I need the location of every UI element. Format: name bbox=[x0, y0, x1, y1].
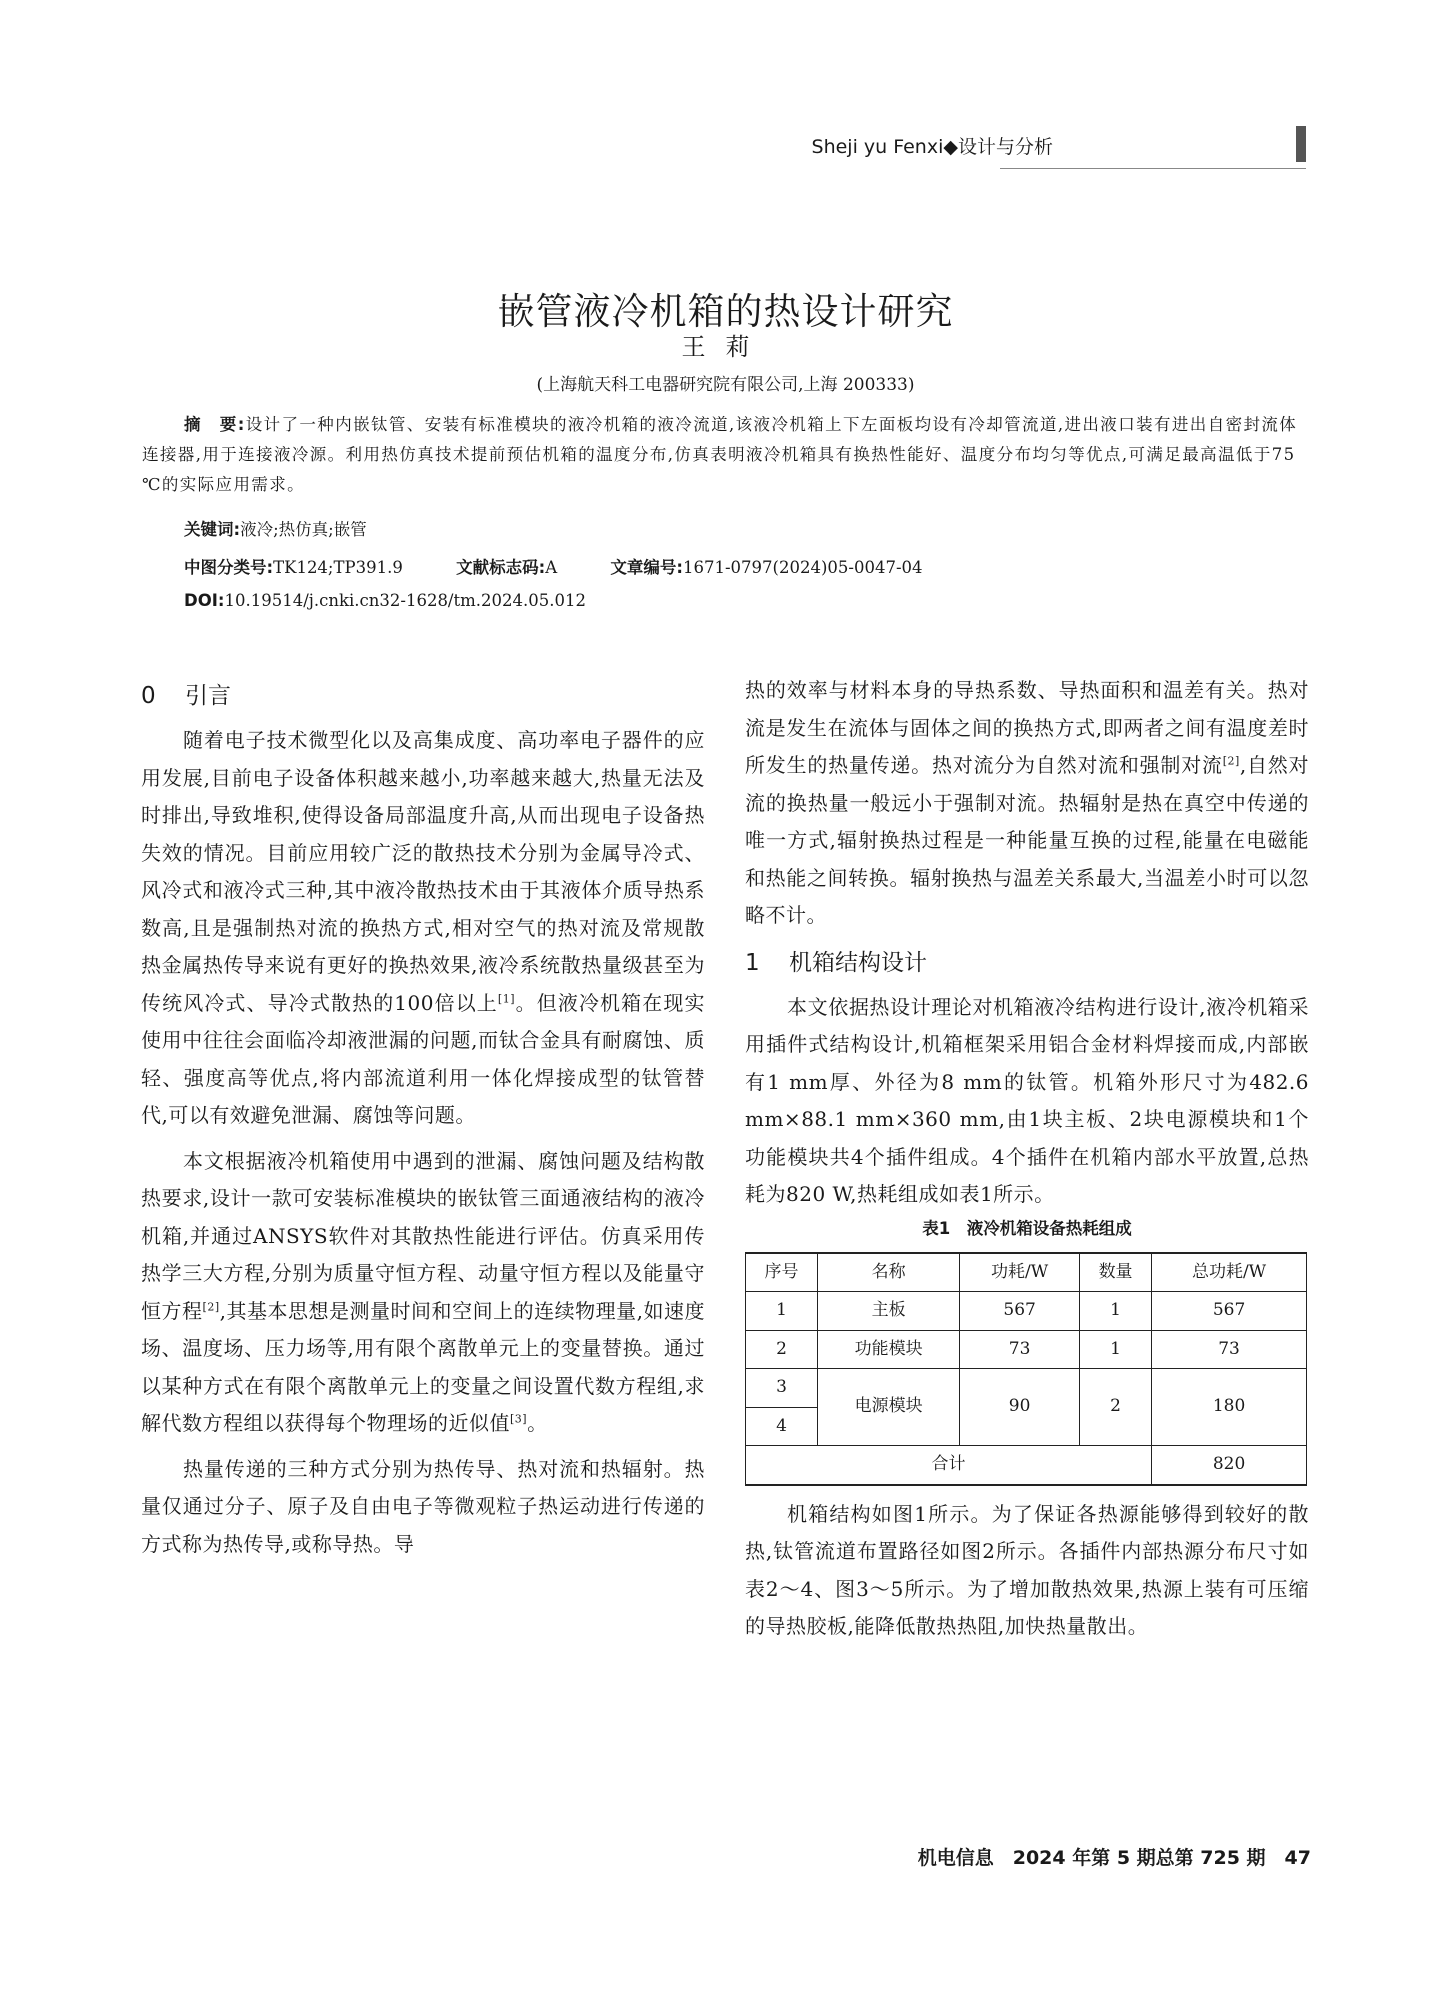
header-rule bbox=[1000, 168, 1306, 169]
article-label: 文章编号: bbox=[610, 558, 683, 577]
page-footer: 机电信息 2024 年第 5 期总第 725 期 47 bbox=[917, 1847, 1311, 1869]
table-cell: 2 bbox=[746, 1330, 818, 1369]
text-run: 随着电子技术微型化以及高集成度、高功率电子器件的应用发展,目前电子设备体积越来越小,功率越来越大,热量无法及时排出,导致堆积,使得设备局部温度升高,从而出现电子设备热失效的情况。目前应用较广泛的散热技术分别为金属导冷式、风冷式和液冷式三种,其中液冷散热技术由于其液体介质导热系数高,且是强制热对流的换热方式,相对空气的热对流及常规散热金属热传导来说有更好的换热效果,液冷系统散热量级甚至为传统风冷式、导冷式散热的100倍以上 bbox=[141, 728, 705, 1015]
affiliation: (上海航天科工电器研究院有限公司,上海 200333) bbox=[536, 375, 915, 395]
text-run: 本文根据液冷机箱使用中遇到的泄漏、腐蚀问题及结构散热要求,设计一款可安装标准模块的嵌钛管三面通液结构的液冷机箱,并通过ANSYS软件对其散热性能进行评估。仿真采用传热学三大方程,分别为质量守恒方程、动量守恒方程以及能量守恒方程 bbox=[141, 1148, 705, 1323]
table-cell: 567 bbox=[1152, 1292, 1307, 1331]
table-sum-value: 820 bbox=[1152, 1446, 1307, 1485]
text-run: ,其基本思想是测量时间和空间上的连续物理量,如速度场、温度场、压力场等,用有限个离散单元上的变量替换。通过以某种方式在有限个离散单元上的变量之间设置代数方程组,求解代数方程组以获得每个物理场的近似值 bbox=[141, 1298, 706, 1435]
running-header: Sheji yu Fenxi◆设计与分析 bbox=[811, 136, 1053, 158]
paragraph bbox=[141, 722, 705, 1135]
table-cell: 1 bbox=[1080, 1292, 1152, 1331]
table-header: 功耗/W bbox=[960, 1253, 1080, 1292]
table-header: 总功耗/W bbox=[1152, 1253, 1307, 1292]
clc-label: 中图分类号: bbox=[184, 558, 274, 577]
abstract bbox=[142, 410, 1310, 500]
table-cell: 3 bbox=[746, 1369, 818, 1408]
doc-label: 文献标志码: bbox=[456, 558, 546, 577]
right-column bbox=[745, 672, 1309, 1646]
table-sum-row bbox=[746, 1446, 1307, 1485]
keywords-text: 液冷;热仿真;嵌管 bbox=[240, 520, 367, 539]
text-run: ,自然对流的换热量一般远小于强制对流。热辐射是热在真空中传递的唯一方式,辐射换热过程是一种能量互换的过程,能量在电磁能和热能之间转换。辐射换热与温差关系最大,当温差小时可以忽略不计。 bbox=[745, 753, 1309, 927]
table-cell: 73 bbox=[1152, 1330, 1307, 1369]
citation: [1] bbox=[497, 991, 516, 1005]
section-1-title: 机箱结构设计 bbox=[789, 949, 927, 976]
table-cell: 1 bbox=[746, 1292, 818, 1331]
table-header: 序号 bbox=[746, 1253, 818, 1292]
text-run: 热的效率与材料本身的导热系数、导热面积和温差有关。热对流是发生在流体与固体之间的换热方式,即两者之间有温度差时所发生的热量传递。热对流分为自然对流和强制对流 bbox=[745, 678, 1309, 777]
section-0-num: 0 bbox=[141, 683, 156, 709]
table-row bbox=[746, 1330, 1307, 1369]
table-cell: 90 bbox=[960, 1369, 1080, 1446]
abstract-text: 设计了一种内嵌钛管、安装有标准模块的液冷机箱的液冷流道,该液冷机箱上下左面板均设有冷却管流道,进出液口装有进出自密封流体连接器,用于连接液冷源。利用热仿真技术提前预估机箱的温度分布,仿真表明液冷机箱具有换热性能好、温度分布均匀等优点,可满足最高温低于75 ℃的实际应用需求。 bbox=[142, 415, 1298, 494]
left-column bbox=[141, 672, 705, 1563]
paper-title: 嵌管液冷机箱的热设计研究 bbox=[497, 289, 954, 333]
paragraph: 本文依据热设计理论对机箱液冷结构进行设计,液冷机箱采用插件式结构设计,机箱框架采用铝合金材料焊接而成,内部嵌有1 mm厚、外径为8 mm的钛管。机箱外形尺寸为482.6 mm×88.1 mm×360 mm,由1块主板、2块电源模块和1个功能模块共4个插件组成。4个插件在机箱内部水平放置,总热耗为820 W,热耗组成如表1所示。 bbox=[745, 994, 1309, 1206]
section-0-heading bbox=[141, 676, 705, 716]
table-cell: 电源模块 bbox=[818, 1369, 960, 1446]
table-header-row bbox=[746, 1253, 1307, 1292]
table-cell: 功能模块 bbox=[818, 1330, 960, 1369]
citation: [2] bbox=[1222, 754, 1240, 768]
table-header: 名称 bbox=[818, 1253, 960, 1292]
keywords bbox=[184, 516, 367, 540]
section-0-title: 引言 bbox=[185, 683, 231, 709]
table-cell: 1 bbox=[1080, 1330, 1152, 1369]
doi bbox=[184, 591, 586, 610]
table-cell: 主板 bbox=[818, 1292, 960, 1331]
doi-label: DOI: bbox=[184, 591, 225, 610]
section-1-heading bbox=[745, 943, 1309, 983]
header-bar bbox=[1296, 126, 1306, 162]
text-run: 。但液冷机箱在现实使用中往往会面临冷却液泄漏的问题,而钛合金具有耐腐蚀、质轻、强度高等优点,将内部流道利用一体化焊接成型的钛管替代,可以有效避免泄漏、腐蚀等问题。 bbox=[141, 990, 705, 1127]
citation: [3] bbox=[510, 1412, 528, 1426]
author: 王莉 bbox=[681, 333, 770, 361]
article-value: 1671-0797(2024)05-0047-04 bbox=[682, 558, 923, 577]
table-row bbox=[746, 1369, 1307, 1408]
doi-value: 10.19514/j.cnki.cn32-1628/tm.2024.05.012 bbox=[224, 591, 586, 610]
section-1-num: 1 bbox=[745, 949, 760, 976]
heat-table bbox=[745, 1252, 1307, 1486]
abstract-label: 摘 要: bbox=[184, 415, 246, 434]
table-cell: 2 bbox=[1080, 1369, 1152, 1446]
text-run: 。 bbox=[527, 1411, 548, 1435]
paragraph: 机箱结构如图1所示。为了保证各热源能够得到较好的散热,钛管流道布置路径如图2所示。各插件内部热源分布尺寸如表2～4、图3～5所示。为了增加散热效果,热源上装有可压缩的导热胶板,能降低散热热阻,加快热量散出。 bbox=[745, 1501, 1309, 1638]
table-header: 数量 bbox=[1080, 1253, 1152, 1292]
keywords-label: 关键词: bbox=[184, 520, 241, 539]
table-row bbox=[746, 1292, 1307, 1331]
paragraph: 热量传递的三种方式分别为热传导、热对流和热辐射。热量仅通过分子、原子及自由电子等微观粒子热运动进行传递的方式称为热传导,或称导热。导 bbox=[141, 1456, 705, 1556]
classification bbox=[184, 554, 923, 578]
doc-value: A bbox=[545, 558, 558, 577]
paragraph bbox=[141, 1143, 705, 1443]
citation: [2] bbox=[202, 1299, 220, 1313]
paragraph bbox=[745, 672, 1309, 935]
table-sum-label: 合计 bbox=[746, 1446, 1152, 1485]
table-cell: 180 bbox=[1152, 1369, 1307, 1446]
table-cell: 4 bbox=[746, 1407, 818, 1446]
table-cell: 73 bbox=[960, 1330, 1080, 1369]
table-cell: 567 bbox=[960, 1292, 1080, 1331]
table-caption: 表1 液冷机箱设备热耗组成 bbox=[922, 1218, 1132, 1238]
clc-value: TK124;TP391.9 bbox=[273, 558, 403, 577]
